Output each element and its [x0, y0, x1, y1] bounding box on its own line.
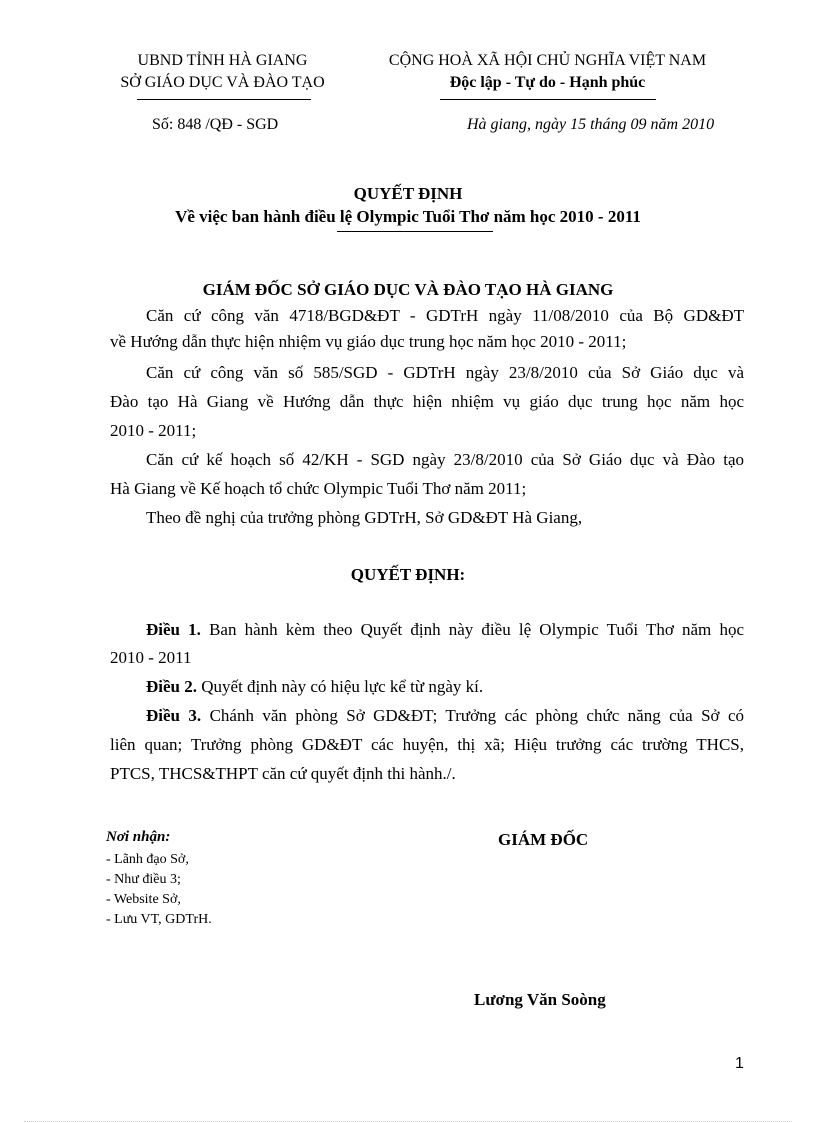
- article-1-line-1: [146, 620, 744, 640]
- basis-2-line-3: 2010 - 2011;: [110, 421, 197, 440]
- article-3-text: Chánh văn phòng Sở GD&ĐT; Trưởng các phòng chức năng của Sở có: [201, 706, 745, 725]
- recipients-heading: Nơi nhận:: [106, 829, 171, 845]
- issuing-authority: GIÁM ĐỐC SỞ GIÁO DỤC VÀ ĐÀO TẠO HÀ GIANG: [202, 280, 614, 299]
- motto: Độc lập - Tự do - Hạnh phúc: [449, 74, 646, 91]
- page-number: 1: [735, 1055, 744, 1072]
- recipient-item: - Lãnh đạo Sở,: [106, 852, 189, 867]
- nation-name: CỘNG HOÀ XÃ HỘI CHỦ NGHĨA VIỆT NAM: [388, 52, 707, 69]
- basis-3-line-2: Hà Giang về Kế hoạch tổ chức Olympic Tuổi Thơ năm 2011;: [110, 479, 527, 498]
- recipient-item: - Website Sở,: [106, 892, 181, 907]
- basis-1-line-1: Căn cứ công văn 4718/BGD&ĐT - GDTrH ngày 11/08/2010 của Bộ GD&ĐT: [146, 306, 744, 325]
- signer-name: Lương Văn Soòng: [474, 990, 606, 1009]
- document-number: Số: 848 /QĐ - SGD: [152, 116, 279, 133]
- basis-3-line-1: Căn cứ kế hoạch số 42/KH - SGD ngày 23/8/2010 của Sở Giáo dục và Đào tạo: [146, 450, 744, 469]
- basis-2-line-1: Căn cứ công văn số 585/SGD - GDTrH ngày 23/8/2010 của Sở Giáo dục và: [146, 363, 744, 382]
- basis-2-line-2: Đào tạo Hà Giang về Hướng dẫn thực hiện nhiệm vụ giáo dục trung học năm học: [110, 392, 744, 411]
- recipient-item: - Như điều 3;: [106, 872, 181, 887]
- org-underline: [137, 99, 311, 100]
- page-bottom-border: [24, 1121, 792, 1122]
- document-title: QUYẾT ĐỊNH: [353, 184, 463, 203]
- subtitle-underline: [337, 231, 493, 232]
- article-3-line-3: PTCS, THCS&THPT căn cứ quyết định thi hành./.: [110, 764, 456, 783]
- article-2-text: Quyết định này có hiệu lực kể từ ngày kí.: [197, 677, 484, 696]
- article-1-line-2: 2010 - 2011: [110, 648, 192, 667]
- motto-underline: [440, 99, 656, 100]
- article-3-line-1: [146, 706, 744, 726]
- decision-heading: QUYẾT ĐỊNH:: [350, 565, 466, 584]
- article-2-line-1: [146, 677, 744, 697]
- department-name: SỞ GIÁO DỤC VÀ ĐÀO TẠO: [120, 74, 325, 91]
- article-3-label: Điều 3.: [146, 706, 202, 725]
- signer-title: GIÁM ĐỐC: [498, 830, 589, 849]
- recipient-item: - Lưu VT, GDTrH.: [106, 912, 212, 927]
- article-1-label: Điều 1.: [146, 620, 201, 639]
- basis-1-line-2: về Hướng dẫn thực hiện nhiệm vụ giáo dục trung học năm học 2010 - 2011;: [110, 332, 627, 351]
- article-2-label: Điều 2.: [146, 677, 197, 696]
- document-subtitle: Về việc ban hành điều lệ Olympic Tuổi Thơ năm học 2010 - 2011: [175, 207, 641, 226]
- document-date: Hà giang, ngày 15 tháng 09 năm 2010: [467, 116, 715, 133]
- article-1-text: Ban hành kèm theo Quyết định này điều lệ Olympic Tuổi Thơ năm học: [200, 620, 744, 639]
- org-name: UBND TỈNH HÀ GIANG: [137, 52, 308, 69]
- basis-4-line-1: Theo đề nghị của trưởng phòng GDTrH, Sở GD&ĐT Hà Giang,: [146, 508, 583, 527]
- article-3-line-2: liên quan; Trưởng phòng GD&ĐT các huyện, thị xã; Hiệu trưởng các trường THCS,: [110, 735, 744, 754]
